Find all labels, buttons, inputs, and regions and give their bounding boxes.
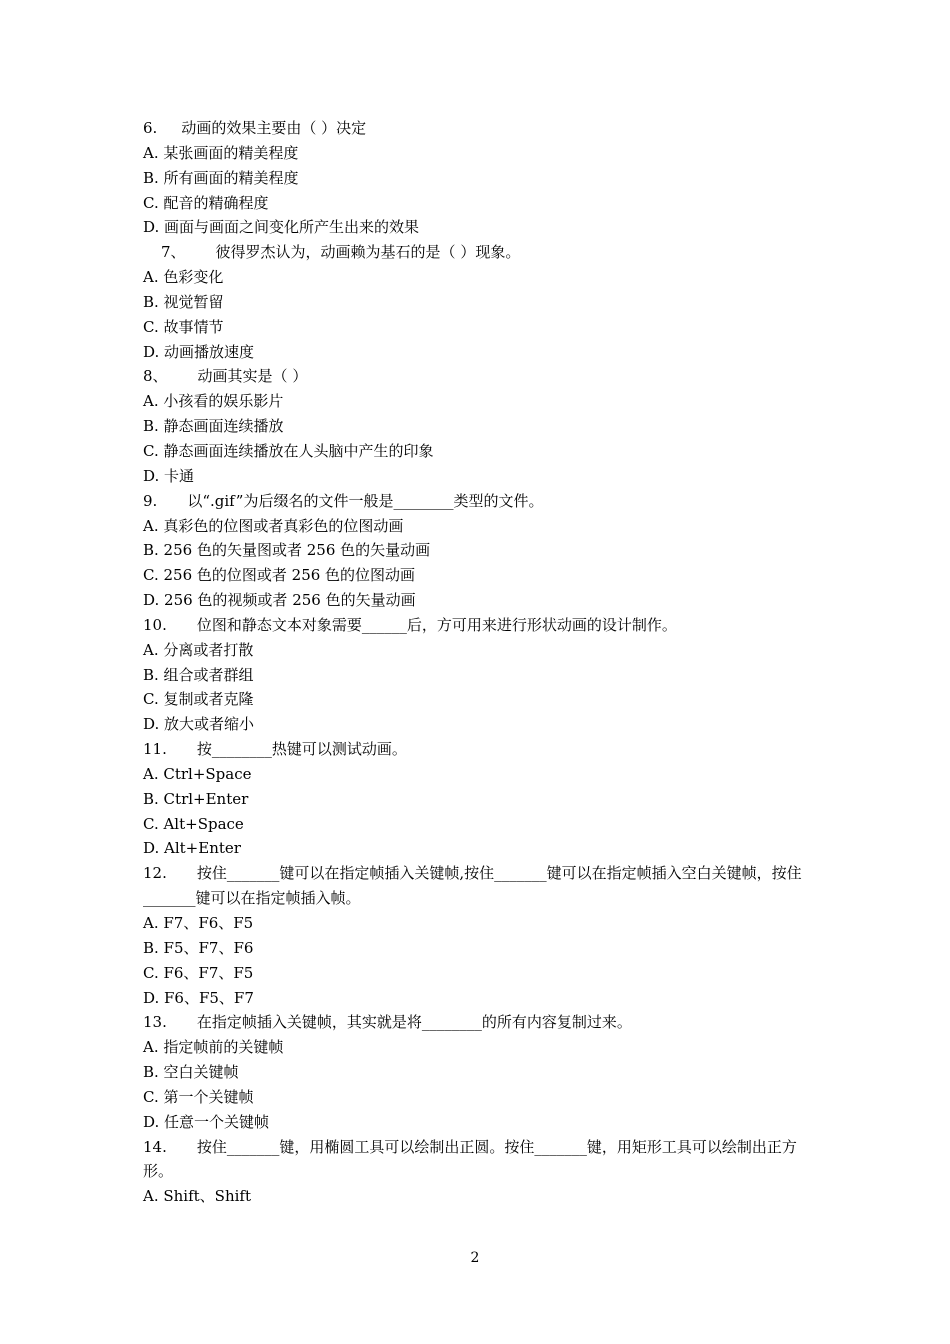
option: A. 小孩看的娱乐影片 [143, 392, 284, 411]
page-number: 2 [470, 1250, 480, 1266]
question-number: 7、 [161, 243, 186, 262]
option: C. 256 色的位图或者 256 色的位图动画 [143, 566, 416, 585]
question-text: 按住_______键可以在指定帧插入关键帧,按住_______键可以在指定帧插入空白关键帧，按住_______键可以在指定帧插入帧。 [143, 864, 802, 908]
option: C. 静态画面连续播放在人头脑中产生的印象 [143, 441, 434, 460]
option: C. 故事情节 [143, 317, 224, 336]
option: B. F5、F7、F6 [143, 938, 254, 957]
option: D. 放大或者缩小 [143, 715, 255, 734]
question-number: 6. [143, 119, 158, 137]
question-11 [143, 737, 813, 762]
question-text: 动画的效果主要由（ ）决定 [181, 119, 367, 137]
option: B. 空白关键帧 [143, 1063, 239, 1082]
question-number: 14. [143, 1137, 167, 1156]
question-13 [143, 1010, 813, 1035]
question-number: 12. [143, 864, 167, 883]
option: A. F7、F6、F5 [143, 914, 254, 932]
question-9 [143, 489, 813, 514]
option: C. 复制或者克隆 [143, 690, 254, 709]
question-text: 位图和静态文本对象需要______后，方可用来进行形状动画的设计制作。 [196, 615, 677, 634]
option: D. 卡通 [143, 466, 195, 485]
question-text: 在指定帧插入关键帧，其实就是将________的所有内容复制过来。 [196, 1013, 632, 1032]
option: C. 第一个关键帧 [143, 1087, 254, 1106]
question-text: 动画其实是（ ） [197, 367, 308, 386]
option: A. 真彩色的位图或者真彩色的位图动画 [143, 516, 404, 535]
option: A. 某张画面的精美程度 [143, 143, 299, 162]
question-10 [143, 613, 813, 638]
question-text: 以“.gif”为后缀名的文件一般是________类型的文件。 [187, 491, 544, 510]
option: B. 所有画面的精美程度 [143, 168, 299, 187]
option: C. F6、F7、F5 [143, 963, 254, 982]
option: C. 配音的精确程度 [143, 193, 269, 212]
question-number: 11. [143, 740, 167, 759]
question-6 [143, 116, 813, 141]
option: D. Alt+Enter [143, 839, 241, 858]
option: A. 指定帧前的关键帧 [143, 1038, 284, 1057]
question-text: 彼得罗杰认为，动画赖为基石的是（ ）现象。 [215, 243, 521, 262]
option: B. Ctrl+Enter [143, 789, 249, 808]
option: B. 256 色的矢量图或者 256 色的矢量动画 [143, 541, 431, 560]
question-number: 9. [143, 491, 158, 510]
option: B. 组合或者群组 [143, 665, 254, 684]
option: D. 任意一个关键帧 [143, 1112, 270, 1131]
question-list [143, 116, 813, 1209]
question-number: 10. [143, 615, 167, 634]
option: D. 256 色的视频或者 256 色的矢量动画 [143, 591, 416, 610]
option: B. 视觉暂留 [143, 292, 224, 311]
option: D. F6、F5、F7 [143, 988, 254, 1007]
question-14 [143, 1135, 813, 1185]
option: C. Alt+Space [143, 814, 244, 833]
option: B. 静态画面连续播放 [143, 417, 284, 436]
option: A. 色彩变化 [143, 268, 224, 287]
option: D. 动画播放速度 [143, 342, 255, 361]
option: A. 分离或者打散 [143, 640, 254, 659]
option: A. Ctrl+Space [143, 764, 252, 783]
question-7 [143, 240, 813, 265]
option: D. 画面与画面之间变化所产生出来的效果 [143, 218, 420, 237]
question-number: 8、 [143, 367, 168, 386]
option: A. Shift、Shift [143, 1187, 251, 1206]
question-number: 13. [143, 1013, 167, 1032]
question-12 [143, 861, 813, 911]
question-text: 按住_______键，用椭圆工具可以绘制出正圆。按住_______键，用矩形工具可以绘制出正方形。 [143, 1137, 797, 1181]
question-text: 按________热键可以测试动画。 [196, 740, 407, 759]
question-8 [143, 364, 813, 389]
